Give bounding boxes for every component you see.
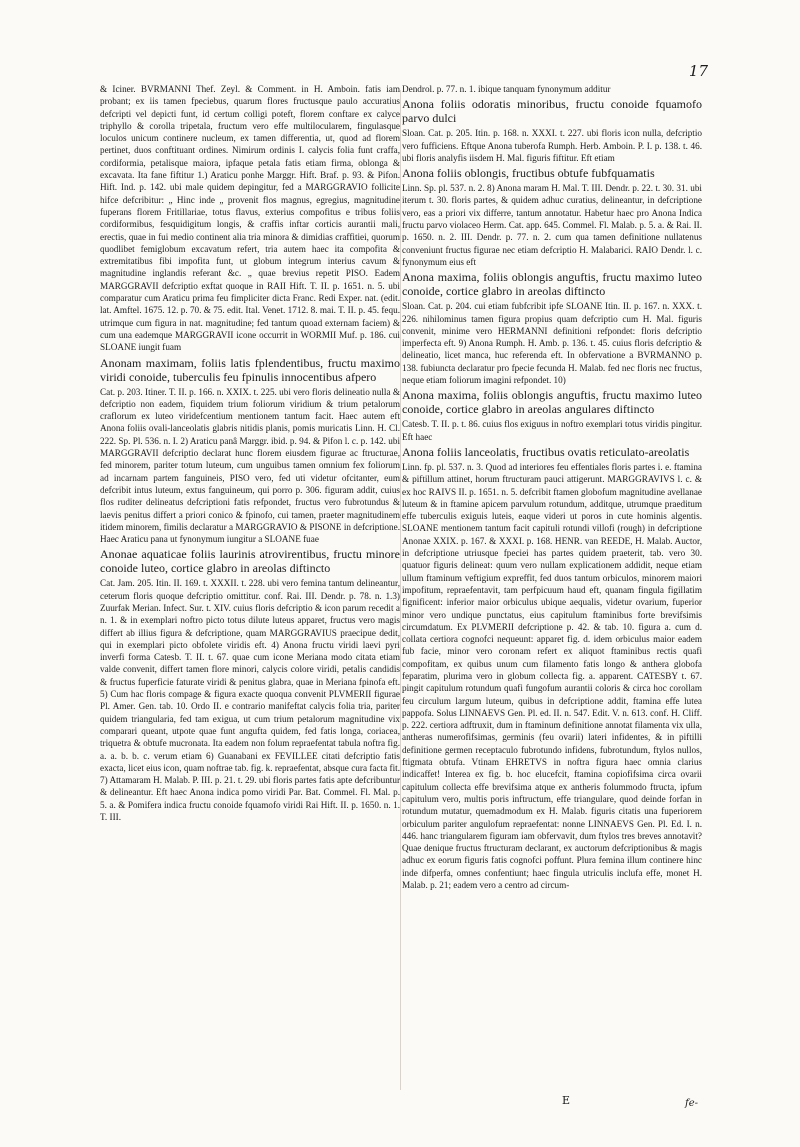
paragraph: Cat. p. 203. Itiner. T. II. p. 166. n. XXIX. t. 225. ubi vero floris delineatio nulla & defcriptio non eadem, fiquidem trium foliorum viridium & trium petalorum craflorum ex luteo viridefcentium mentionem tantum facit. Haec autem eft Anona foliis ovali-lanceolatis glabris nitidis planis, pomis muricatis Linn. H. Cl. 222. Sp. Pl. 536. n. I. 2) Araticu panâ Marggr. ibid. p. 94. & Pifon l. c. p. 142. ubi MARGGRAVII defcriptio declarat hunc florem eiusdem figurae ac ftructurae, fed minorem, pariter totum luteum, cum unguibus tamen omnium fex foliorum ad incarnam partem fanguineis, PISO vero, fed uti videtur ofcitanter, eum defcribit intus luteum, extus fanguineum, qui porro p. 306. figuram addit, cuius flos ruditer delineatus defcriptioni fatis refpondet, fructus vero fubrotundus & laevis penitus differt a priori conico & fpinofo, cui tamen, praeter magnitudinem itidem minorem, fimilis declaratur a MARGGRAVIO & PISONE in defcriptione. Haec Araticu pana ut fynonymum iungitur a SLOANE fuae [100,386,400,545]
paragraph: Cat. Jam. 205. Itin. II. 169. t. XXXII. t. 228. ubi vero femina tantum delineantur, ceterum floris quoque defcriptio omittitur. conf. Rai. III. Dendr. p. 78. n. 1.3) Zuurfak Merian. Infect. Sur. t. XIV. cuius floris defcriptio & icon parum recedit a n. 1. & in exemplari noftro picto totus dilute luteus apparet, fructus vero magis differt ab illius figura & defcriptione, quam MARGGRAVIUS praecipue dedit, qui in exemplari picto obfolete viridis eft. 4) Anona fructu viridi laevi pyri inverfi forma Catesb. T. II. t. 67. quae cum icone Meriana modo citata etiam valde convenit, differt tamen flore minori, calycis colore viridi, petalis candidis & fructus fuperficie faturate viridi & penitus glabra, quae in Meriana fpinofa eft. 5) Cum hac floris compage & figura exacte quoqua convenit PLVMERII figurae Pl. Amer. Gen. tab. 10. Ordo II. e contrario manifeftat calycis folia tria, pariter quidem triangularia, fed tam exigua, ut cum trium petalorum magnitudine vix comparari queant, utpote quae funt angufta quidem, fed fatis longa, coriacea, triquetra & obtufe mucronata. Ita eadem non folum repraefentat tabula noftra fig. a. a. b. b. c. verum etiam 6) Guanabani ex FEVILLEE citati defcriptio fatis exacta, licet eius icon, quam noftrae tab. fig. k. repraefentat, absque cura facta fit. 7) Attamaram H. Malab. P. III. p. 21. t. 29. ubi floris partes fatis apte defcribuntur & delineantur. Eft haec Anona indica pomo viridi Par. Bat. Commel. Fl. Mal. p. 5. a. & Pomifera indica fructu conoide fquamofo viridi Rai Hift. II. p. 1650. n. 1. T. III. [100,578,400,823]
paragraph: & Iciner. BVRMANNI Thef. Zeyl. & Comment. in H. Amboin. fatis iam probant; ex iis tamen fpeciebus, quarum flores fructusque paulo accuratius defcripti vel depicti funt, id certum colligi poteft, florem conftare ex calyce triphyllo & corolla tripetala, fructum vero effe multilocularem, fingulasque loculos unicum continere nucleum, ex tamen differentia, ut, quod ad florem pertinet, duos conftituant ordines. Nimirum ordinis I. calycis folia funt craffa, cordiformia, petalisque maiora, ipfaque petala fatis etiam firma, oblonga & excavata. Ita fane fiftitur 1.) Araticu ponhe Marggr. Hift. Braf. p. 93. & Pifon. Hift. Ind. p. 142. ubi male quidem depingitur, fed a MARGGRAVIO follicite hifce defcribitur: „ Hinc inde „ provenit flos magnus, egregius, magnitudine fuperans florem Fritillariae, totus flavus, exterius compofitus e tribus foliis cordiformibus, fesquidigitum longis, & craffis inftar corticis aurantii mali, erectis, quae in fui medio continent alia tria minora & dimidias craffitiei, quorum quodlibet femiglobum excavatum refert, tria autem haec ita compofita & extremitatibus fibi impofita funt, ut globum integrum interius cavum & magnitudine inglandis referant &c. „ quae brevius repetit PISO. Eadem MARGGRAVII defcriptio exftat quoque in RAII Hift. T. II. p. 1651. n. 5. ubi comparatur cum Araticu prima feu fimpliciter dicta Franc. Redi Exper. nat. (edit. lat. Amftel. 1675. 12. p. 70. & 75. edit. Ital. Venet. 1712. 8. mai. T. II. p. 45. fequ. utrimque cum figura in nat. magnitudine; fed tantum quoad externam faciem) & cum una eademque MARGGRAVII icone occurrit in WORMII Muf. p. 186. cui SLOANE iungit fuam [100,84,400,353]
page-number: 17 [688,62,708,80]
paragraph: Sloan. Cat. p. 205. Itin. p. 168. n. XXXI. t. 227. ubi floris icon nulla, defcriptio vero fufficiens. Eftque Anona tuberofa Rumph. Herb. Amboin. P. I. p. 138. t. 46. ubi floris analyfis iisdem H. Mal. figuris fiftitur. Eft etiam [402,128,702,163]
species-name: Anonam maximam, foliis latis fplendentibus, fructu maximo viridi conoide, tuberculis feu fpinulis innocentibus afpero [100,355,400,384]
paragraph: Sloan. Cat. p. 204. cui etiam fubfcribit ipfe SLOANE Itin. II. p. 167. n. XXX. t. 226. nihilominus tamen figura propius quam defcriptio cum H. Mal. figuris convenit, minime vero HERMANNI definitioni refpondet: floris defcriptio imperfecta eft. 9) Anona Rumph. H. Amb. p. 136. t. 45. cuius floris defcriptio & delineatio, licet manca, huc referenda eft. In obfervatione a BVRMANNO p. 138. fubiuncta declaratur pro fpecie fecunda H. Malab. fed nec floris nec fructus, neque etiam foliorum imagini refpondet. 10) [402,301,702,386]
species-name: Anona maxima, foliis oblongis anguftis, fructu maximo luteo conoide, cortice glabro in areolas angulares diftincto [402,388,702,417]
catchword: fe- [685,1098,698,1109]
paragraph: Catesb. T. II. p. t. 86. cuius flos exiguus in noftro exemplari totus viridis pingitur. Eft haec [402,419,702,442]
left-column [100,83,400,1093]
species-name: Anona foliis odoratis minoribus, fructu conoide fquamofo parvo dulci [402,97,702,126]
paragraph: Linn. fp. pl. 537. n. 3. Quod ad interiores feu effentiales floris partes i. e. ftamina & piftillum attinet, horum ftructuram pauci attigerunt. MARGGRAVIVS l. c. & ex hoc RAIVS II. p. 1651. n. 5. defcribit ftamen globofum magnitudine avellanae luteum & in ftamine apicem parvulum rotundum, additque, utrumque praeditum effe tuberculis exiguis luteis, eaque videri ut poros in cute hominis algentis. SLOANE mentionem tantum facit capituli rotundi villofi (rough) in defcriptione Anonae XXIX. p. 167. & XXXI. p. 168. HENR. van REEDE, H. Malab. Auctor, in defcriptione utriusque fpeciei has partes quidem praeterit, tab. vero 30. quatuor figuris delineat: quum vero nullam explicationem addidit, neque etiam ullum ftaminum veftigium expreffit, fed duos tantum orbiculos, minorem maiori impofitum, repraefentavit, tam perfpicuum haud eft, quanam fingula figillatim fignificent: inferior maior orbiculus ubique aequalis, videtur ovarium, fuperior minor vero undique punctatus, eius capitulum ftaminibus forte brevifsimis circumdatum. Ex PLVMERII defcriptione p. 42. & tab. 10. figura a. cum d. collata certiora cognofci nequeunt: apparet fig. d. idem orbiculus maior eadem fub facie, minor vero coronam refert ex aliquot ftaminibus rectis quafi compofitam, ex quibus unum cum filamento fatis longo & anthera globofa feparatim, plurima vero in globum collecta fig. a. apparent. CATESBY t. 67. pingit capitulum rotundum quafi fungofum aurantii coloris & circa hoc corollam feu circulum largum luteum, quibus in defcriptione addit, ftamina effe lutea pappofa. Solus LINNAEVS Gen. Pl. ed. II. n. 547. Edit. V. n. 613. conf. H. Cliff. p. 222. certiora adftruxit, dum in ftaminum definitione annotat filamenta vix ulla, antheras numerofifsimas, germinis (feu ovarii) lateri infidentes, & in piftilli definitione germen receptaculo fubrotundo infidens, fubrotundum, ftylos nullos, ftigmata obtufa. Vtinam EHRETVS in noftra figura haec omnia clarius indicaffet! Interea ex fig. b. hoc elucefcit, ftamina copiofifsima circa ovarii capitulum collecta effe brevifsima atque ex antheris folummodo ftructa, ipfum capitulum vero, multis poris inftructum, effe triangulare, quod deinde forfan in rotundum mutatur, quemadmodum ex H. Malab. figuris citatis una fuperiorem orbiculum pariter angulofum repraefentat: nonne LINNAEVS Gen. Pl. Ed. I. n. 446. hanc triangularem figuram iam obfervavit, dum ftylos tres breves annotavit? Quae denique fructus ftructuram declarant, ex auctorum defcriptionibus & magis adhuc ex eorum figuris fatis cognofci poffunt. Plura femina illum continere hinc inde difperfa, omnes confentiunt; haec fingula utriculis inclufa effe, monet H. Malab. p. 21; eadem vero a centro ad circum- [402,461,702,891]
column-divider [400,90,401,1090]
signature-mark: E [562,1094,571,1107]
paragraph: Dendrol. p. 77. n. 1. ibique tanquam fynonymum additur [402,84,611,94]
species-name: Anona maxima, foliis oblongis anguftis, fructu maximo luteo conoide, cortice glabro in areolas diftincto [402,270,702,299]
right-column [402,83,702,1083]
species-name: Anona foliis lanceolatis, fructibus ovatis reticulato-areolatis [402,444,690,459]
paragraph: Linn. Sp. pl. 537. n. 2. 8) Anona maram H. Mal. T. III. Dendr. p. 22. t. 30. 31. ubi iterum t. 30. floris partes, & quidem adhuc curatius, delineantur, in defcriptione vero, eas a priori vix differre, tantum annotatur. Habetur haec pro Anona Indica fructu parvo violaceo Herm. Cat. app. 645. Commel. Fl. Malab. p. 5. a. & Rai. II. p. 1650. n. 2. III. Dendr. p. 77. n. 2. cum qua tamen definitione nullatenus conveniunt fructus figurae nec etiam defcriptio H. Malabarici. RAIO Dendr. l. c. fynonymum eius eft [402,183,702,267]
species-name: Anona foliis oblongis, fructibus obtufe fubfquamatis [402,166,655,181]
species-name: Anonae aquaticae foliis laurinis atrovirentibus, fructu minore conoide luteo, cortice glabro in areolas diftincto [100,547,400,576]
